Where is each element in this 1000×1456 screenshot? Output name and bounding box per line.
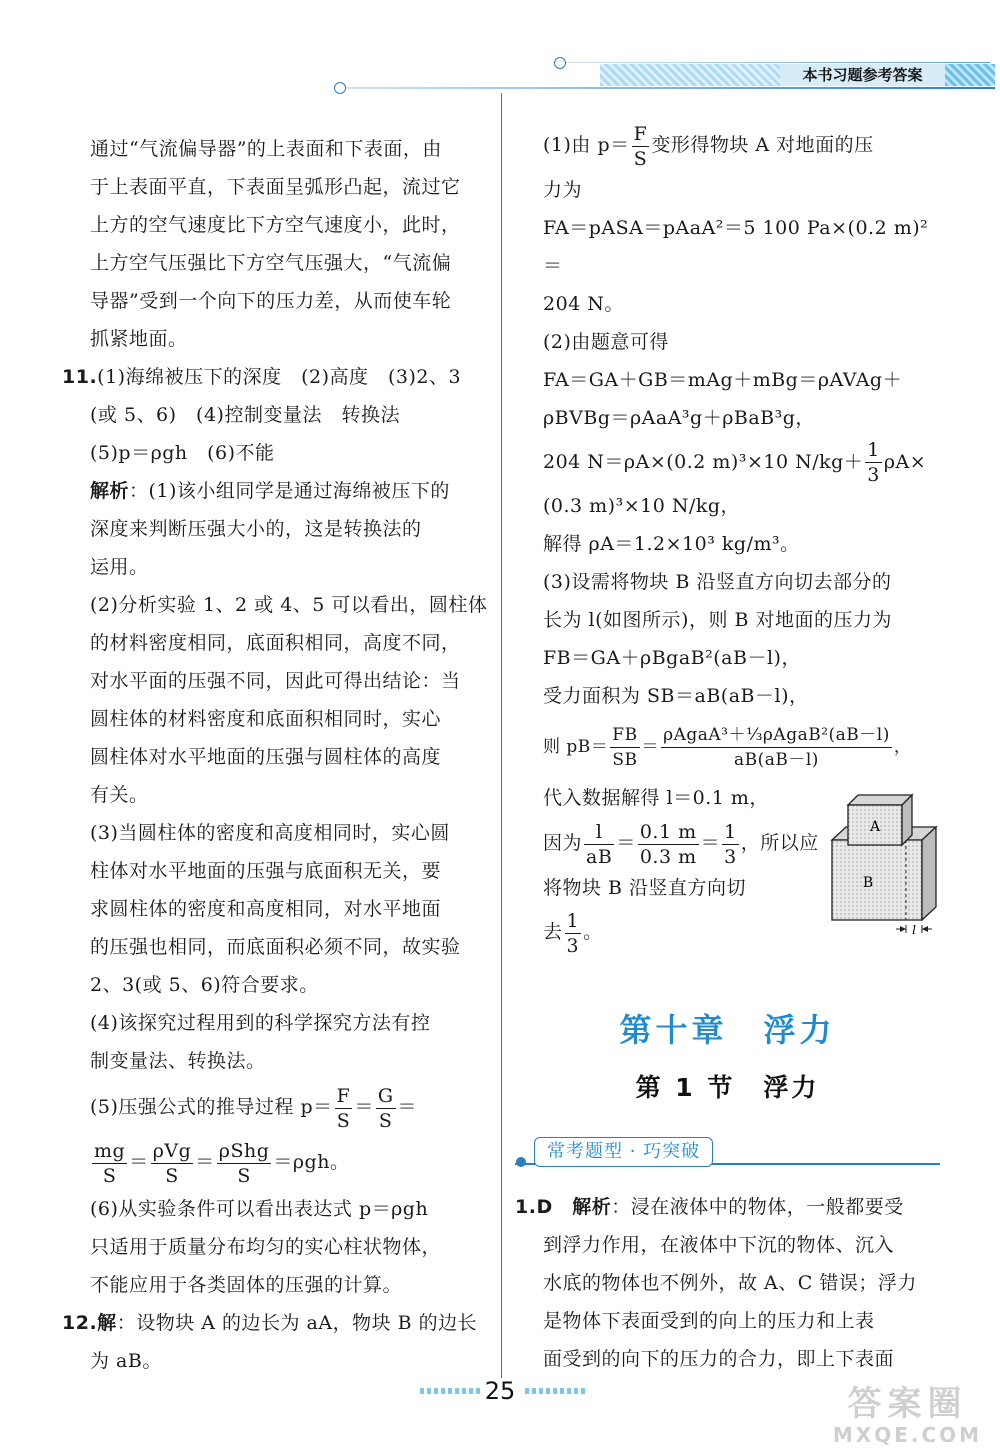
blocks-figure [820,785,945,935]
question-number: 11. [62,366,98,388]
text-line: 柱体对水平地面的压强与底面积无关，要 [90,860,442,882]
text-line: (3)当圆柱体的密度和高度相同时，实心圆 [90,822,450,844]
answer-1 [515,1188,940,1378]
text-line: 不能应用于各类固体的压强的计算。 [90,1274,403,1296]
label-b: B [862,875,874,891]
fraction: $\frac{1}{3}$ [867,439,880,486]
text-line: 水底的物体也不例外，故 A、C 错误；浮力 [543,1272,917,1294]
header-title: 本书习题参考答案 [780,64,945,86]
text-line: 是物体下表面受到的向上的压力和上表 [543,1310,875,1332]
text-line: 圆柱体的材料密度和底面积相同时，实心 [90,708,442,730]
text-line: (3)设需将物块 B 沿竖直方向切去部分的 [543,571,892,593]
solution-label: 解 [97,1312,117,1334]
header-rule [340,87,995,89]
fraction: $\frac{F}{S}$ [336,1084,351,1132]
text-line: 204 N。 [543,292,624,315]
text-line: 只适用于质量分布均匀的实心柱状物体， [90,1236,442,1258]
answer-11 [62,358,492,396]
answer-12: 12.解：设物块 A 的边长为 aA，物块 B 的边长 [62,1312,478,1334]
fraction: $\frac{\text{ρShg}}{S}$ [218,1139,270,1187]
fraction: $\frac{\text{ρVg}}{S}$ [152,1139,192,1187]
formula-line: 去 $\frac{1}{3}$ 。 [543,909,603,957]
text-line: 运用。 [90,556,149,578]
formula-line: 则 pB＝ $\frac{FB}{SB}$ ＝ $\frac{\text{ρAgaA³＋⅓ρAgaB²(aB－l)}}{aB(aB-l)}$ ， [543,725,912,770]
formula-line: FB＝GA＋ρBgaB²(aB－l)， [543,647,801,669]
text-line: 于上表面平直，下表面呈弧形凸起，流过它 [90,176,461,198]
block-b-side [922,827,936,920]
text-line: 圆柱体对水平地面的压强与圆柱体的高度 [90,746,442,768]
column-divider [501,93,502,1378]
fraction: $\frac{0.1 m}{0.3 m}$ [639,820,697,868]
text-line: (1)海绵被压下的深度 (2)高度 (3)2、3 [97,366,462,388]
text-line: (4)该探究过程用到的科学探究方法有控 [90,1012,431,1034]
header-dot-icon [334,82,346,94]
header-rule-top [560,62,990,63]
text-line: 导器”受到一个向下的压力差，从而使车轮 [90,290,452,312]
formula-line: (0.3 m)³×10 N/kg， [543,495,741,517]
question-number: 12. [62,1312,98,1334]
formula-line: 解得 ρA＝1.2×10³ kg/m³。 [543,533,800,555]
text-line: 上方空气压强比下方空气压强大，“气流偏 [90,252,452,274]
fraction: $\frac{FB}{SB}$ [612,725,638,770]
block-b-front [832,840,922,920]
text-line: 到浮力作用，在液体中下沉的物体、沉入 [543,1234,895,1256]
analysis-label: 解析 [90,480,130,502]
label-l: l [912,923,916,935]
question-number: 1.D [515,1196,553,1218]
badge-dot-icon [516,1157,526,1167]
watermark-logo: 答案圈 MXQE.COM [832,1384,983,1447]
fraction: $\frac{\text{ρAgaA³＋⅓ρAgaB²(aB－l)}}{aB(aB-l)}$ [663,725,890,770]
fraction: $\frac{1}{3}$ [724,820,737,868]
header-band [600,64,780,86]
text-line: 对水平面的压强不同，因此可得出结论：当 [90,670,461,692]
formula-line: 受力面积为 SB＝aB(aB－l)， [543,685,809,707]
analysis-label: 解析 [572,1196,612,1218]
text-line: 抓紧地面。 [90,328,188,350]
page-number: 25 [484,1377,516,1405]
text-line: 上方的空气速度比下方空气速度小，此时， [90,214,461,236]
text-line: 制变量法、转换法。 [90,1050,266,1072]
block-a-top [848,795,912,805]
text-line: (2)分析实验 1、2 或 4、5 可以看出，圆柱体 [90,594,488,616]
header-dot-icon [554,57,566,69]
blocks-diagram [820,785,945,935]
text-line: 为 aB。 [90,1350,162,1372]
formula-line: 因为 $\frac{l}{aB}$ ＝ $\frac{0.1 m}{0.3 m}$ ＝ $\frac{1}{3}$ ，所以应 [543,820,819,868]
text-line: (6)从实验条件可以看出表达式 p＝ρgh [90,1198,429,1220]
text-line: 面受到的向下的压力的合力，即上下表面 [543,1348,895,1370]
label-a: A [869,819,881,835]
text-line: 有关。 [90,784,149,806]
text-line: (或 5、6) (4)控制变量法 转换法 [90,404,400,426]
formula-line: 204 N＝ρA×(0.2 m)³×10 N/kg＋ $\frac{1}{3}$ ρA× [543,439,927,486]
analysis-line: 解析：(1)该小组同学是通过海绵被压下的 [90,480,450,502]
formula-line: FA＝GA＋GB＝mAg＋mBg＝ρAVAg＋ [543,368,903,391]
text-line: 的材料密度相同，底面积相同，高度不同， [90,632,461,654]
fraction: $\frac{l}{aB}$ [586,820,613,868]
chapter-title: 第十章 浮力 [619,1011,836,1049]
text-line: 长为 l(如图所示)，则 B 对地面的压力为 [543,609,892,631]
text-line: 求圆柱体的密度和高度相同，对水平地面 [90,898,442,920]
left-column [62,130,492,1380]
section-badge: 常考题型 · 巧突破 [534,1137,713,1167]
formula-line: (1)由 p＝ $\frac{F}{S}$ 变形得物块 A 对地面的压 [543,122,874,170]
formula-line: (5)压强公式的推导过程 p＝ $\frac{F}{S}$ ＝ $\frac{G}{S}$ ＝ [90,1084,418,1132]
fraction: $\frac{G}{S}$ [377,1084,394,1132]
page-number-deco [525,1388,585,1394]
text-line: 通过“气流偏导器”的上表面和下表面，由 [90,138,442,160]
fraction: $\frac{F}{S}$ [633,122,648,170]
header-tail [945,64,995,86]
text-line: 2、3(或 5、6)符合要求。 [90,974,319,996]
fraction: $\frac{1}{3}$ [566,909,580,957]
formula-line: FA＝pASA＝pAaA²＝5 100 Pa×(0.2 m)²＝ [543,216,929,277]
text-line: 力为 [543,178,583,201]
fraction: $\frac{mg}{S}$ [94,1139,126,1187]
formula-line: $\frac{mg}{S}$ ＝ $\frac{\text{ρVg}}{S}$ ＝ $\frac{\text{ρShg}}{S}$ ＝ρgh。 [94,1139,350,1187]
text-line: (5)p＝ρgh (6)不能 [90,442,275,464]
text-line: 的压强也相同，而底面积必须不同，故实验 [90,936,461,958]
text-line: 深度来判断压强大小的，这是转换法的 [90,518,422,540]
formula-line: ρBVBg＝ρAaA³g＋ρBaB³g， [543,406,815,429]
text-line: 将物块 B 沿竖直方向切 [543,877,747,899]
answer-line: 1.D 解析：浸在液体中的物体，一般都要受 [515,1196,904,1218]
text-line: (2)由题意可得 [543,330,669,353]
section-title: 第 1 节 浮力 [635,1073,820,1102]
formula-line: 代入数据解得 l＝0.1 m， [543,787,769,809]
